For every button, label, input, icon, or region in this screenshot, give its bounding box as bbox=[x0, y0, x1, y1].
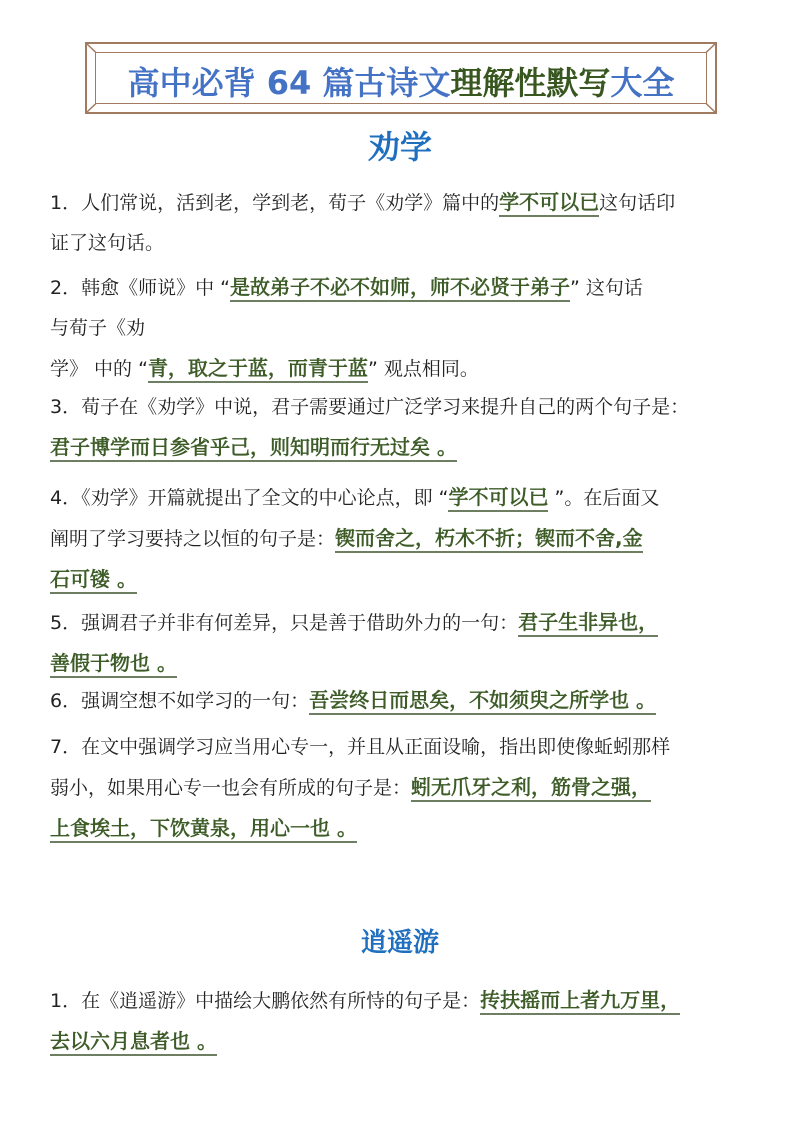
answer-text: 君子生非异也， bbox=[518, 610, 658, 637]
question-text: 7．在文中强调学习应当用心专一，并且从正面设喻，指出即使像蚯蚓那样 bbox=[50, 736, 671, 758]
question-text: 证了这句话。 bbox=[50, 232, 165, 254]
question-5 bbox=[50, 602, 760, 684]
question-text: ”。在后面又 bbox=[548, 487, 660, 509]
title-part-3: 大全 bbox=[610, 64, 675, 102]
answer-text: 去以六月息者也 。 bbox=[50, 1029, 217, 1056]
question-text: 1．人们常说，活到老，学到老，荀子《劝学》篇中的 bbox=[50, 192, 500, 214]
question-text: 1．在《逍遥游》中描绘大鹏依然有所恃的句子是： bbox=[50, 990, 481, 1012]
question-xiaoyaoyou-1 bbox=[50, 980, 760, 1062]
answer-text: 蚓无爪牙之利，筋骨之强， bbox=[411, 775, 651, 802]
title-part-2: 理解性默写 bbox=[450, 64, 611, 102]
question-text: 学》 中的 “ bbox=[50, 358, 148, 380]
answer-text: 是故弟子不必不如师，师不必贤于弟子 bbox=[230, 275, 570, 302]
question-text: 2．韩愈《师说》中 “ bbox=[50, 277, 230, 299]
question-text: 与荀子《劝 bbox=[50, 317, 146, 339]
answer-text: 上食埃土，下饮黄泉，用心一也 。 bbox=[50, 816, 357, 843]
question-text: 6．强调空想不如学习的一句： bbox=[50, 690, 310, 712]
question-text: 4．《劝学》开篇就提出了全文的中心论点，即 “ bbox=[50, 487, 449, 509]
question-6 bbox=[50, 680, 760, 721]
question-text: 5．强调君子并非有何差异，只是善于借助外力的一句： bbox=[50, 612, 519, 634]
answer-text: 学不可以已 bbox=[499, 190, 599, 217]
question-2 bbox=[50, 267, 760, 389]
answer-text: 学不可以已 bbox=[448, 485, 548, 512]
answer-text: 青，取之于蓝，而青于蓝 bbox=[148, 356, 368, 383]
question-text: 这句话印 bbox=[599, 192, 676, 214]
title-frame bbox=[85, 42, 717, 114]
question-text: 阐明了学习要持之以恒的句子是： bbox=[50, 528, 336, 550]
answer-text: 君子博学而日参省乎己，则知明而行无过矣 。 bbox=[50, 435, 457, 462]
question-7 bbox=[50, 727, 760, 849]
section-title-xiaoyaoyou: 逍遥游 bbox=[360, 928, 439, 958]
question-1 bbox=[50, 182, 760, 263]
answer-text: 吾尝终日而思矣，不如须臾之所学也 。 bbox=[309, 688, 656, 715]
answer-text: 抟扶摇而上者九万里， bbox=[480, 988, 680, 1015]
answer-text: 石可镂 。 bbox=[50, 567, 137, 594]
page-title bbox=[87, 58, 715, 104]
question-3 bbox=[50, 387, 760, 468]
answer-text: 锲而舍之，朽木不折；锲而不舍,金 bbox=[335, 526, 643, 553]
question-text: ” 这句话 bbox=[569, 277, 643, 299]
title-part-1: 高中必背 64 篇古诗文 bbox=[127, 64, 451, 102]
answer-text: 善假于物也 。 bbox=[50, 651, 177, 678]
question-text: ” 观点相同。 bbox=[367, 358, 479, 380]
question-text: 弱小，如果用心专一也会有所成的句子是： bbox=[50, 777, 412, 799]
question-text: 3．荀子在《劝学》中说，君子需要通过广泛学习来提升自己的两个句子是： bbox=[50, 396, 690, 418]
section-title-quanxue: 劝学 bbox=[367, 128, 432, 166]
question-4 bbox=[50, 477, 760, 600]
